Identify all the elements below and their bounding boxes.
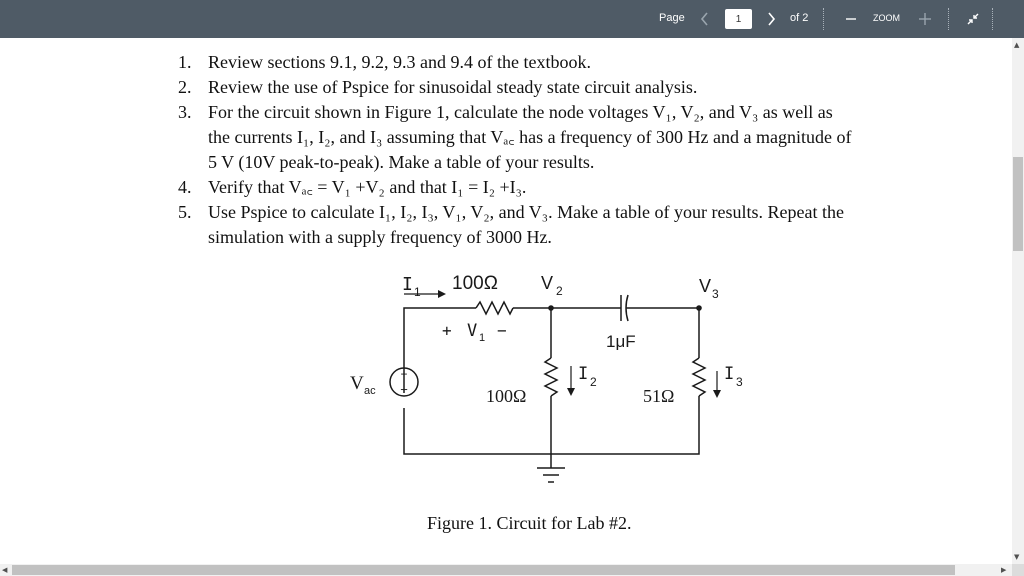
scroll-down-icon[interactable]: ▼ (1014, 553, 1020, 561)
label-r1: 100Ω (452, 273, 498, 294)
plus-icon[interactable] (918, 11, 932, 32)
label-i3-sub: 3 (736, 375, 743, 389)
list-number: 4. (178, 177, 192, 197)
label-i2-sub: 2 (590, 375, 597, 389)
label-capacitor: 1μF (606, 332, 636, 351)
circuit-diagram (0, 38, 1012, 564)
minus-icon[interactable] (845, 12, 857, 31)
label-v3: V (699, 276, 712, 296)
resistor-100-series (476, 302, 513, 314)
page-count: of 2 (790, 12, 809, 24)
list-text: Verify that Vₐ꜀ = V₁ +V₂ and that I₁ = I₂ +I₃. (208, 177, 527, 197)
scroll-left-icon[interactable]: ◀ (2, 566, 8, 574)
label-i1: I (402, 274, 413, 295)
wire-top-left (404, 308, 476, 393)
vertical-scrollbar[interactable] (1012, 38, 1024, 564)
list-number: 1. (178, 52, 192, 72)
arrow-head-i2 (567, 388, 575, 396)
arrow-head-i3 (713, 390, 721, 398)
resistor-51 (693, 358, 705, 396)
wire-top-right (626, 308, 699, 358)
node-dot-v2 (548, 305, 554, 311)
list-text-continued: simulation with a supply frequency of 3000 Hz. (208, 227, 552, 247)
toolbar-separator (992, 8, 993, 30)
label-i2: I (578, 364, 589, 384)
zoom-label: ZOOM (873, 13, 900, 23)
label-v2: V (541, 273, 554, 293)
label-v1-minus: − (497, 321, 507, 340)
chevron-left-icon[interactable] (700, 11, 710, 32)
source-plus: + (400, 367, 408, 381)
resistor-100-shunt (545, 358, 557, 396)
document-page (0, 38, 1012, 564)
scroll-right-icon[interactable]: ▶ (1001, 566, 1007, 574)
list-text-continued: the currents I₁, I₂, and I₃ assuming that Vₐ꜀ has a frequency of 300 Hz and a magnitude of (208, 127, 852, 147)
label-i1-sub: 1 (414, 285, 421, 299)
list-number: 2. (178, 77, 192, 97)
list-text: For the circuit shown in Figure 1, calculate the node voltages V₁, V₂, and V₃ as well as (208, 102, 833, 122)
list-text: Review the use of Pspice for sinusoidal steady state circuit analysis. (208, 77, 698, 97)
page-number-input[interactable] (725, 9, 752, 29)
figure-caption: Figure 1. Circuit for Lab #2. (427, 513, 632, 533)
label-v3-sub: 3 (712, 287, 719, 301)
label-i3: I (724, 364, 735, 384)
viewer-toolbar (0, 0, 1024, 38)
list-text: Review sections 9.1, 9.2, 9.3 and 9.4 of the textbook. (208, 52, 591, 72)
list-text-continued: 5 V (10V peak-to-peak). Make a table of your results. (208, 152, 595, 172)
arrow-head-i1 (438, 290, 446, 298)
label-vac-sub: ac (364, 385, 376, 397)
vertical-scroll-thumb[interactable] (1013, 157, 1023, 251)
scrollbar-corner (1012, 564, 1024, 576)
label-v2-sub: 2 (556, 284, 563, 298)
label-v1-sub: 1 (479, 332, 486, 344)
label-r2: 100Ω (486, 386, 527, 406)
list-number: 5. (178, 202, 192, 222)
list-number: 3. (178, 102, 192, 122)
chevron-right-icon[interactable] (766, 11, 776, 32)
toolbar-separator (823, 8, 824, 30)
list-text: Use Pspice to calculate I₁, I₂, I₃, V₁, V₂, and V₃. Make a table of your results. Repeat the (208, 202, 844, 222)
horizontal-scroll-thumb[interactable] (12, 565, 955, 575)
page-label: Page (659, 12, 685, 24)
collapse-arrows-icon[interactable] (965, 11, 981, 32)
label-v1-plus: + (442, 321, 452, 340)
label-v1: V (467, 321, 478, 341)
toolbar-separator (948, 8, 949, 30)
scroll-up-icon[interactable]: ▲ (1014, 41, 1020, 49)
label-vac: V (350, 373, 364, 394)
source-minus: − (400, 382, 408, 397)
label-r3: 51Ω (643, 386, 675, 406)
node-dot-v3 (696, 305, 702, 311)
